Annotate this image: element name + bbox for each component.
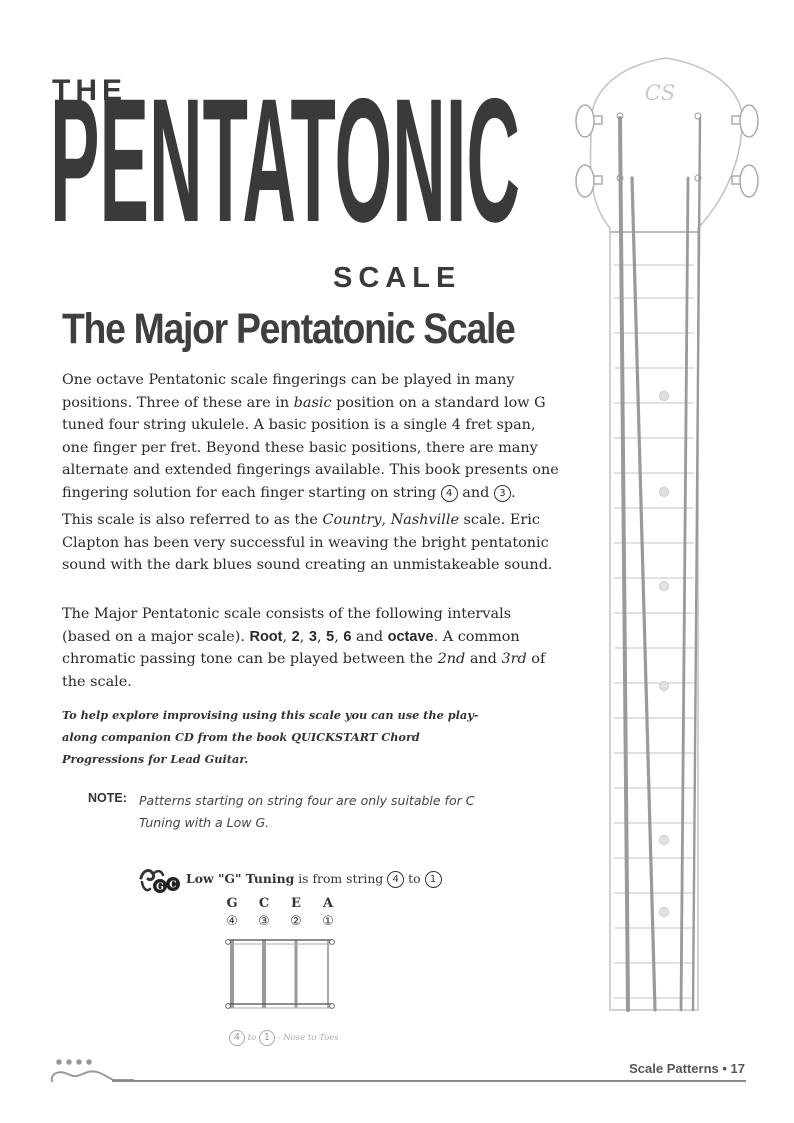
tuning-from-badge: 4 (387, 871, 404, 888)
note-label: NOTE: (88, 791, 127, 805)
tuning-to-badge: 1 (425, 871, 442, 888)
title-pentatonic-text: PENTATONIC (50, 92, 520, 259)
p2-text-country: Country (322, 512, 382, 528)
interval-2: 2 (291, 628, 300, 645)
p3-text-and2: and (465, 651, 502, 667)
footer-section-title: Scale Patterns (629, 1061, 719, 1076)
p1-text-basic: basic (293, 394, 332, 411)
caption-from-badge: 4 (229, 1030, 245, 1046)
p3-sep: , (334, 628, 344, 645)
p3-text-and: and (351, 628, 388, 645)
title-the: THE (52, 74, 127, 107)
string-note-a: A (322, 896, 334, 911)
note-text: Patterns starting on string four are only suitable for C Tuning with a Low G. (139, 793, 475, 830)
p3-text-2nd: 2nd (437, 651, 466, 667)
p2-text-c: , (381, 512, 391, 528)
tuning-description (186, 871, 442, 888)
page-footer (629, 1061, 745, 1076)
tuning-label: Low "G" Tuning (186, 871, 295, 886)
paragraph-intervals (62, 603, 562, 693)
headstock-logo: CS (644, 81, 676, 105)
interval-5: 5 (326, 628, 335, 645)
p3-text-3rd: 3rd (501, 651, 527, 667)
caption-to-word: to (245, 1033, 259, 1043)
tuning-icon (138, 864, 182, 894)
companion-cd-tip: To help explore improvising using this scale you can use the play-along companion CD from the book QUICKSTART Chord Progressions for Lead Guitar. (62, 708, 479, 766)
p2-text-a: This scale is also referred to as the (62, 512, 323, 528)
string-3-badge: 3 (494, 485, 511, 502)
paragraph-positions (62, 369, 562, 504)
page-number: 17 (730, 1061, 745, 1076)
caption-to-badge: 1 (259, 1030, 275, 1046)
headstock-outline (590, 58, 742, 1010)
title-scale: SCALE (333, 262, 462, 294)
p1-text-and: and (457, 484, 494, 501)
interval-3: 3 (308, 628, 317, 645)
string-number-4: ④ (226, 914, 238, 929)
interval-octave: octave (387, 628, 434, 645)
section-heading: The Major Pentatonic Scale (62, 305, 515, 353)
p3-text-b: . A common chromatic passing tone can be played between the (62, 628, 520, 667)
p1-text-c: position on a standard low G tuned four string ukulele. A basic position is a single 4 fret span, one finger per fret. Beyond these basic positions, there are many alternate and extended fingerings available. This book presents one fingering solution for each finger starting on string (62, 394, 559, 501)
svg-text:G: G (156, 882, 164, 893)
p1-text-a: One octave Pentatonic scale fingerings can be played in many positions. Three of these are in (62, 372, 515, 411)
string-number-2: ② (290, 914, 302, 929)
string-note-g: G (226, 896, 238, 911)
p3-sep: , (299, 628, 309, 645)
p2-text-nashville: Nashville (390, 512, 459, 528)
caption-nose-to-toes: - Nose to Toes (274, 1033, 339, 1043)
nose-to-toes-caption (229, 1030, 339, 1046)
ukulele-neck-illustration (568, 50, 768, 1015)
footer-rule (112, 1080, 746, 1082)
p1-text-end: . (510, 484, 516, 501)
string-4-badge: 4 (441, 485, 458, 502)
paragraph-country (62, 509, 562, 577)
interval-root: Root (249, 628, 283, 645)
string-note-c: C (258, 896, 270, 911)
tuning-fretboard-diagram (222, 934, 342, 1016)
footer-ornament (44, 1055, 134, 1087)
p3-sep: , (316, 628, 327, 645)
tuning-to-word: to (404, 871, 425, 886)
tuning-mid: is from string (294, 871, 388, 886)
p3-sep: , (282, 628, 292, 645)
title-pentatonic (50, 92, 525, 268)
interval-6: 6 (343, 628, 352, 645)
p3-text-a: The Major Pentatonic scale consists of the following intervals (based on a major scale). (62, 606, 512, 645)
string-number-3: ③ (258, 914, 270, 929)
svg-text:C: C (169, 880, 177, 891)
string-note-e: E (291, 896, 301, 911)
p2-text-e: scale. Eric Clapton has been very successful in weaving the bright pentatonic sound with the dark blues sound creating an unmistakeable sound. (62, 512, 553, 573)
footer-bullet: • (718, 1061, 731, 1076)
p3-text-c: of the scale. (62, 651, 546, 690)
string-number-1: ① (322, 914, 334, 929)
